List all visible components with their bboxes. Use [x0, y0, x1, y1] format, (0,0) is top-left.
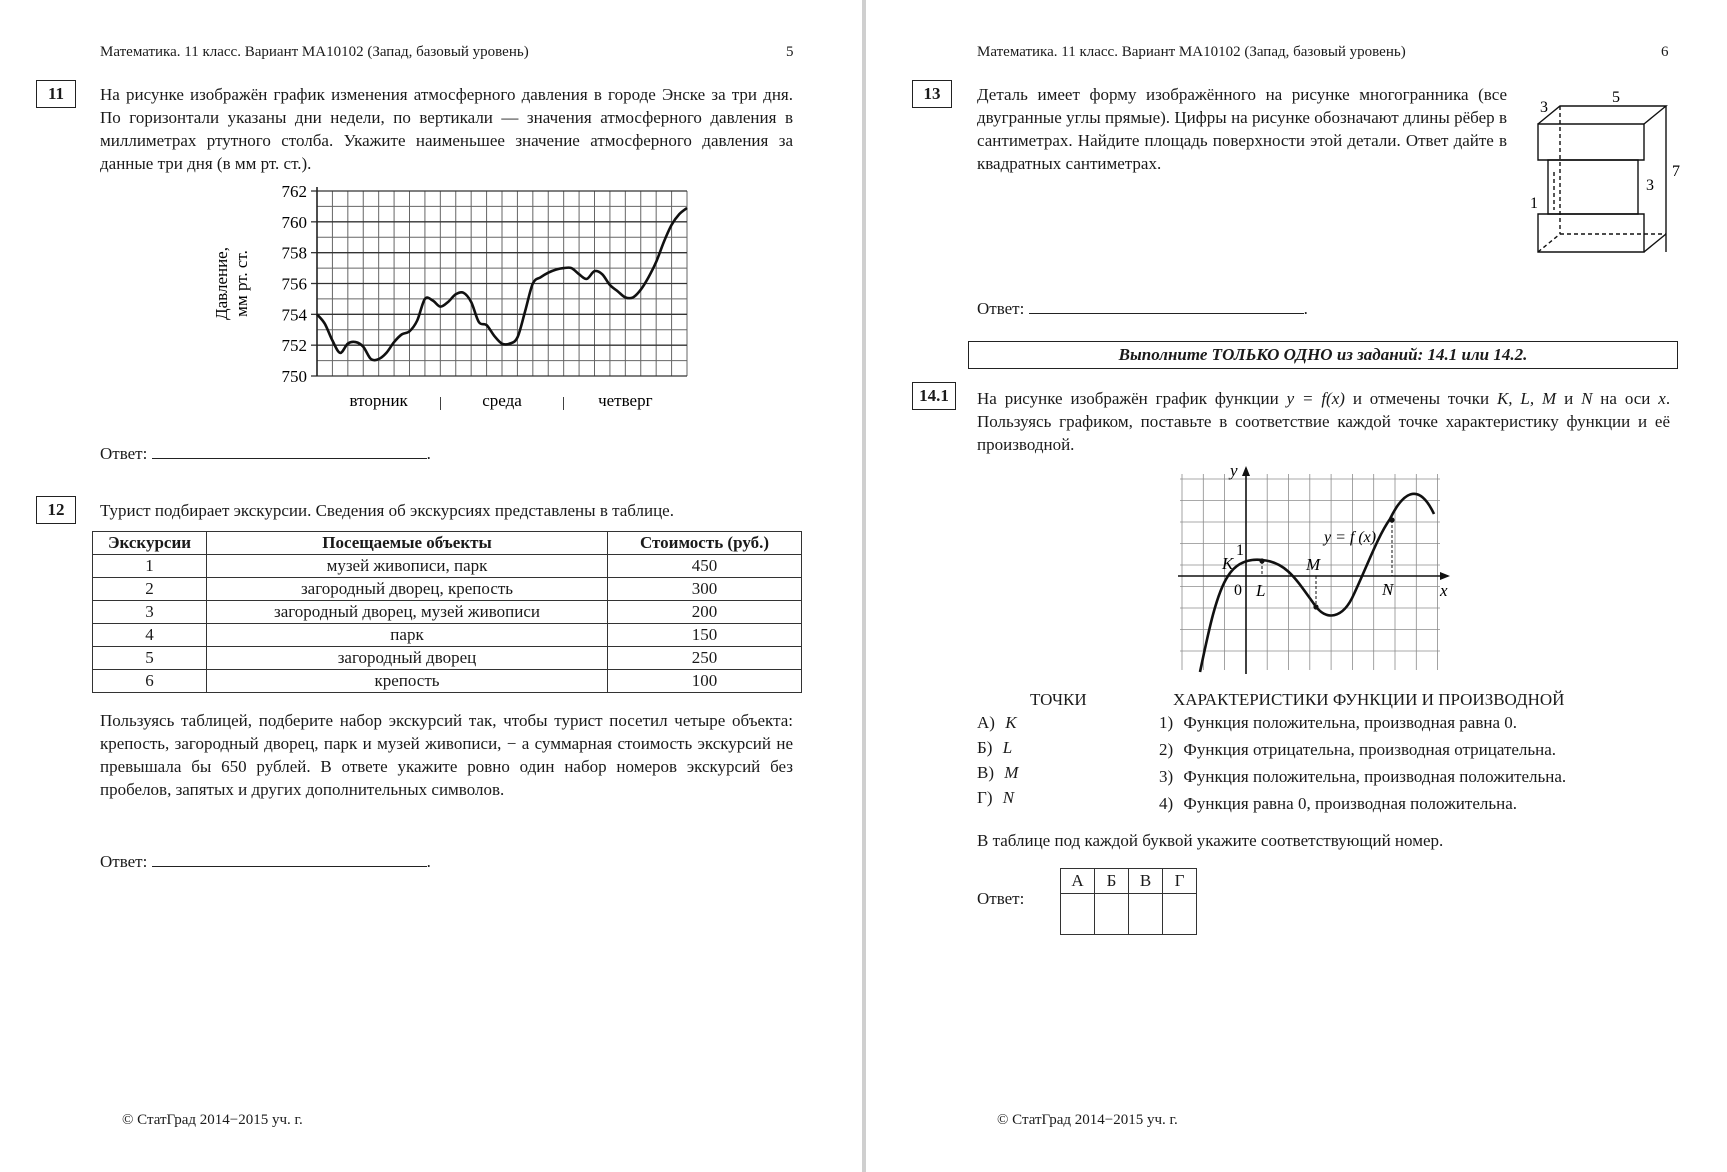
task-14-answer-label: Ответ:	[977, 889, 1025, 908]
answer-cell[interactable]	[1095, 894, 1129, 935]
table-header-row	[93, 532, 802, 555]
answer-cell[interactable]	[1061, 894, 1095, 935]
edge-label: 5	[1612, 89, 1620, 106]
day-label: вторник	[349, 391, 408, 410]
points-list: K, L, M	[1496, 389, 1557, 408]
option-letter: Г)	[977, 788, 993, 807]
option-name: M	[1004, 763, 1019, 782]
characteristic-2	[1159, 740, 1556, 760]
task-number-14-1: 14.1	[912, 382, 956, 410]
pressure-chart	[200, 178, 700, 418]
table-cell: музей живописи, парк	[207, 555, 608, 578]
task-number-12: 12	[36, 496, 76, 524]
y-tick-labels	[282, 182, 308, 386]
y-axis-arrow	[1242, 466, 1250, 476]
point-l-label: L	[1256, 581, 1266, 600]
table-note: В таблице под каждой буквой укажите соответствующий номер.	[977, 831, 1444, 850]
task-13-text: Деталь имеет форму изображённого на рисунке многогранника (все двугранные углы прямые). Цифры на рисунке обозначают длины рёбер в сантиметрах. Найдите площадь поверхности этой детали. Ответ дайте в квадратных сантиметрах.	[977, 85, 1507, 173]
task-number-13: 13	[912, 80, 952, 108]
left-page	[0, 0, 862, 1172]
table-row	[93, 624, 802, 647]
bottom-block-front	[1538, 214, 1644, 252]
table-cell: 150	[608, 624, 802, 647]
characteristic-number: 2)	[1159, 740, 1174, 759]
task-11-text: На рисунке изображён график изменения атмосферного давления в городе Энске за три дня. По горизонтали указаны дни недели, по вертикали — значения атмосферного давления в миллиметрах ртутного столба. Укажите наименьшее значение атмосферного давления за данные три дня (в мм рт. ст.).	[100, 85, 793, 173]
unit-label: 1	[1236, 542, 1244, 559]
answer-end: .	[426, 444, 431, 463]
answer-label: Ответ:	[100, 852, 148, 871]
edge-label: 7	[1672, 163, 1680, 180]
table-cell: парк	[207, 624, 608, 647]
excursions-table	[92, 531, 802, 693]
table-cell: загородный дворец, музей живописи	[207, 601, 608, 624]
y-tick-label: 752	[281, 336, 307, 356]
y-tick-label: 758	[281, 243, 307, 263]
day-label: четверг	[598, 391, 653, 410]
chart-grid	[311, 187, 687, 376]
option-point-b	[977, 738, 1012, 758]
task-12-text: Пользуясь таблицей, подберите набор экскурсий так, чтобы турист посетил четыре объекта: крепость, загородный дворец, парк и музей живописи, − а суммарная стоимость экскурсий не превышала бы 650 рублей. В ответе укажите ровно один набор номеров экскурсий без пробелов, запятых и других дополнительных символов.	[100, 711, 793, 799]
characteristic-3	[1159, 767, 1566, 787]
option-point-d	[977, 788, 1014, 808]
day-label: среда	[482, 391, 522, 410]
option-name: K	[1005, 713, 1017, 732]
y-tick-label: 762	[281, 182, 307, 201]
answer-label: Ответ:	[100, 444, 148, 463]
task-14-text	[977, 387, 1670, 456]
y-tick-label: 760	[281, 212, 307, 232]
table-header: Стоимость (руб.)	[608, 532, 802, 555]
point-on-curve	[1259, 558, 1264, 563]
table-header: Экскурсии	[93, 532, 207, 555]
function-label: y = f (x)	[1324, 529, 1377, 546]
table-row	[93, 578, 802, 601]
table-row	[93, 555, 802, 578]
point-n: N	[1581, 389, 1593, 408]
text-fragment: на оси	[1600, 389, 1651, 408]
table-cell: 4	[93, 624, 207, 647]
answer-cell[interactable]	[1163, 894, 1197, 935]
table-cell: 5	[93, 647, 207, 670]
option-letter: В)	[977, 763, 994, 782]
task-11-answer	[100, 442, 431, 464]
axis-name: x	[1658, 389, 1666, 408]
task-12-answer-field[interactable]	[152, 850, 427, 867]
middle-block-front	[1548, 160, 1638, 214]
hidden-edge	[1538, 234, 1560, 252]
answer-cell[interactable]	[1129, 894, 1163, 935]
page-header: Математика. 11 класс. Вариант МА10102 (Запад, базовый уровень)	[100, 44, 529, 60]
characteristic-text: Функция положительна, производная положительна.	[1183, 767, 1567, 786]
point-on-curve	[1313, 604, 1318, 609]
table-cell: 2	[93, 578, 207, 601]
task-13-answer	[977, 297, 1308, 319]
choice-banner: Выполните ТОЛЬКО ОДНО из заданий: 14.1 или 14.2.	[968, 341, 1678, 369]
points-header: ТОЧКИ	[1030, 690, 1087, 709]
edge-label: 3	[1540, 99, 1548, 116]
characteristic-text: Функция положительна, производная равна 0.	[1183, 713, 1518, 732]
characteristic-number: 4)	[1159, 794, 1174, 813]
footer-copyright: © СтатГрад 2014−2015 уч. г.	[122, 1112, 303, 1128]
characteristic-text: Функция равна 0, производная положительна.	[1183, 794, 1518, 813]
point-n-label: N	[1382, 580, 1394, 599]
task-13-answer-field[interactable]	[1029, 297, 1304, 314]
task-number-11: 11	[36, 80, 76, 108]
characteristic-number: 3)	[1159, 767, 1174, 786]
table-cell: крепость	[207, 670, 608, 693]
task-11-answer-field[interactable]	[152, 442, 427, 459]
function-graph	[1178, 464, 1453, 676]
characteristic-4	[1159, 794, 1517, 814]
top-block-top	[1538, 106, 1666, 124]
table-cell: 1	[93, 555, 207, 578]
y-tick-label: 750	[281, 367, 307, 386]
day-separator: |	[438, 395, 442, 411]
y-tick-label: 756	[281, 274, 307, 294]
table-cell: загородный дворец	[207, 647, 608, 670]
x-axis-arrow	[1440, 572, 1450, 580]
option-point-c	[977, 763, 1018, 783]
table-header: Посещаемые объекты	[207, 532, 608, 555]
table-cell: 100	[608, 670, 802, 693]
text-fragment: и	[1564, 389, 1574, 408]
answer-column-header: Г	[1163, 869, 1197, 894]
footer-copyright: © СтатГрад 2014−2015 уч. г.	[997, 1112, 1178, 1128]
table-cell: 6	[93, 670, 207, 693]
answer-table-header-row	[1061, 869, 1197, 894]
text-fragment: . Пользуясь графиком, поставьте в соответствие каждой точке характеристику функции и её производной.	[977, 389, 1671, 454]
answer-column-header: В	[1129, 869, 1163, 894]
characteristics-header: ХАРАКТЕРИСТИКИ ФУНКЦИИ И ПРОИЗВОДНОЙ	[1173, 690, 1565, 709]
text-fragment: На рисунке изображён график функции	[977, 389, 1279, 408]
characteristic-1	[1159, 713, 1517, 733]
answer-end: .	[1303, 299, 1308, 318]
edge-label: 1	[1530, 195, 1538, 212]
option-name: N	[1002, 788, 1015, 807]
x-axis-label: x	[1440, 581, 1448, 600]
point-k-label: K	[1222, 554, 1234, 573]
table-row	[93, 647, 802, 670]
y-axis-label: y	[1230, 464, 1238, 480]
answer-table-input-row	[1061, 894, 1197, 935]
option-letter: А)	[977, 713, 995, 732]
y-label-group	[212, 247, 251, 320]
table-cell: 3	[93, 601, 207, 624]
answer-label: Ответ:	[977, 299, 1025, 318]
y-axis-label	[212, 247, 251, 320]
answer-column-header: А	[1061, 869, 1095, 894]
day-labels	[350, 391, 653, 411]
y-tick-label: 754	[281, 305, 307, 325]
option-name: L	[1002, 738, 1013, 757]
table-cell: 200	[608, 601, 802, 624]
polyhedron-figure	[1530, 84, 1710, 264]
page-header: Математика. 11 класс. Вариант МА10102 (Запад, базовый уровень)	[977, 44, 1406, 60]
function-formula: y = f(x)	[1286, 389, 1345, 408]
answer-end: .	[426, 852, 431, 871]
table-row	[93, 601, 802, 624]
edge-label: 3	[1646, 177, 1654, 194]
top-block-front	[1538, 124, 1644, 160]
bottom-edge	[1644, 234, 1666, 252]
task-14-answer-table	[1060, 868, 1197, 935]
point-on-curve	[1389, 517, 1394, 522]
characteristic-text: Функция отрицательна, производная отрицательна.	[1183, 740, 1557, 759]
table-row	[93, 670, 802, 693]
y-label-line: Давление,	[212, 247, 231, 320]
task-12-answer	[100, 850, 431, 872]
right-page	[866, 0, 1727, 1172]
text-fragment: и отмечены точки	[1352, 389, 1490, 408]
y-label-line: мм рт. ст.	[232, 250, 251, 317]
table-cell: 450	[608, 555, 802, 578]
answer-column-header: Б	[1095, 869, 1129, 894]
page-number: 6	[1661, 44, 1669, 60]
day-separator: |	[562, 395, 566, 411]
table-cell: загородный дворец, крепость	[207, 578, 608, 601]
point-m-label: M	[1306, 555, 1321, 574]
task-12-intro: Турист подбирает экскурсии. Сведения об экскурсиях представлены в таблице.	[100, 501, 674, 520]
option-letter: Б)	[977, 738, 993, 757]
page-number: 5	[786, 44, 794, 60]
option-point-a	[977, 713, 1017, 733]
characteristic-number: 1)	[1159, 713, 1174, 732]
table-cell: 250	[608, 647, 802, 670]
origin-label: 0	[1234, 582, 1242, 599]
table-cell: 300	[608, 578, 802, 601]
